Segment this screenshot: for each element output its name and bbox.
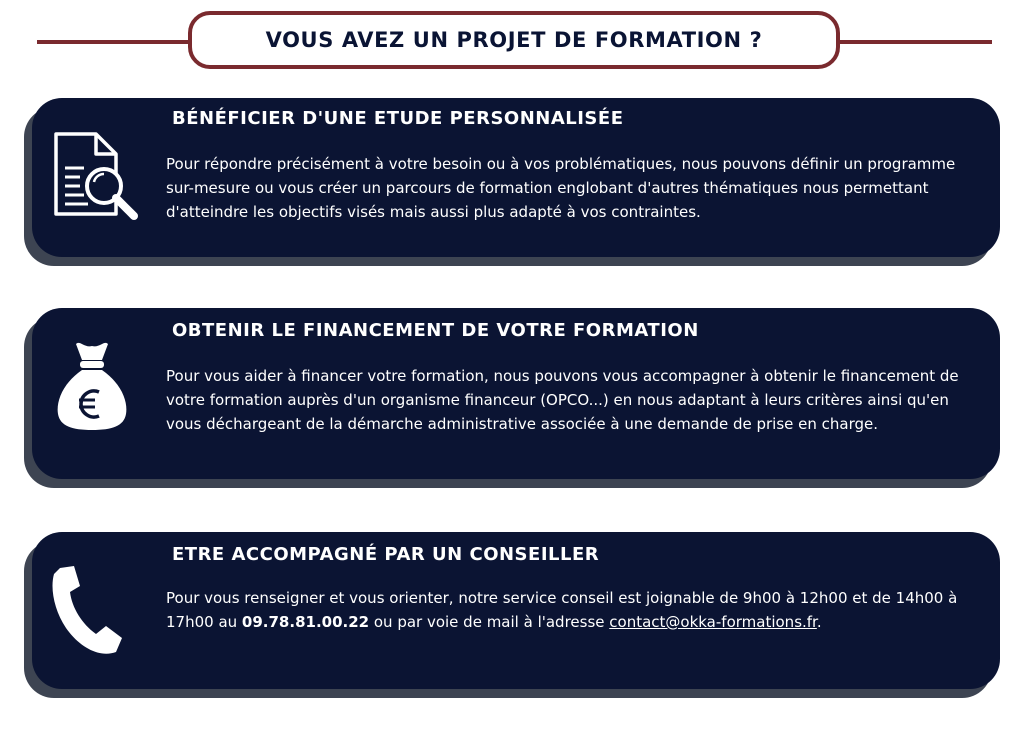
- email-link[interactable]: contact@okka-formations.fr: [609, 613, 817, 631]
- page-title: VOUS AVEZ UN PROJET DE FORMATION ?: [265, 28, 763, 52]
- card-panel: [32, 98, 1000, 257]
- card-title: ETRE ACCOMPAGNÉ PAR UN CONSEILLER: [172, 544, 600, 565]
- card-advisor: [24, 532, 1000, 698]
- euro-money-bag-icon: [54, 340, 130, 432]
- card-personalized-study: [24, 98, 1000, 266]
- card-financing: [24, 308, 1000, 488]
- document-search-icon: [52, 130, 144, 222]
- card-text: Pour répondre précisément à votre besoin ou à vos problématiques, nous pouvons définir un programme sur-mesure ou vous créer un parcours de formation englobant d'autres thématiques nous permettant d'atteindre les objectifs visés mais aussi plus adapté à vos contraintes.: [166, 155, 956, 221]
- phone-number[interactable]: 09.78.81.00.22: [241, 613, 370, 631]
- card-text: [166, 586, 976, 634]
- card-panel: [32, 308, 1000, 479]
- contact-text-middle: ou par voie de mail à l'adresse: [369, 613, 610, 631]
- card-title: BÉNÉFICIER D'UNE ETUDE PERSONNALISÉE: [172, 108, 624, 129]
- phone-handset-icon: [46, 564, 126, 656]
- card-panel: [32, 532, 1000, 689]
- header-rule-right: [832, 40, 992, 44]
- header-title-box: [188, 11, 840, 69]
- contact-text-before: Pour vous renseigner et vous orienter, notre service conseil est joignable de 9h00 à 12h00 et de 14h00 à 17h00 au: [166, 589, 958, 631]
- contact-text-after: .: [816, 613, 822, 631]
- card-title: OBTENIR LE FINANCEMENT DE VOTRE FORMATION: [172, 320, 699, 341]
- header-rule-left: [37, 40, 197, 44]
- card-text: Pour vous aider à financer votre formation, nous pouvons vous accompagner à obtenir le financement de votre formation auprès d'un organisme financeur (OPCO...) en nous adaptant à leurs critères ainsi qu'en vous déchargeant de la démarche administrative associée à une demande de prise en charge.: [166, 367, 959, 433]
